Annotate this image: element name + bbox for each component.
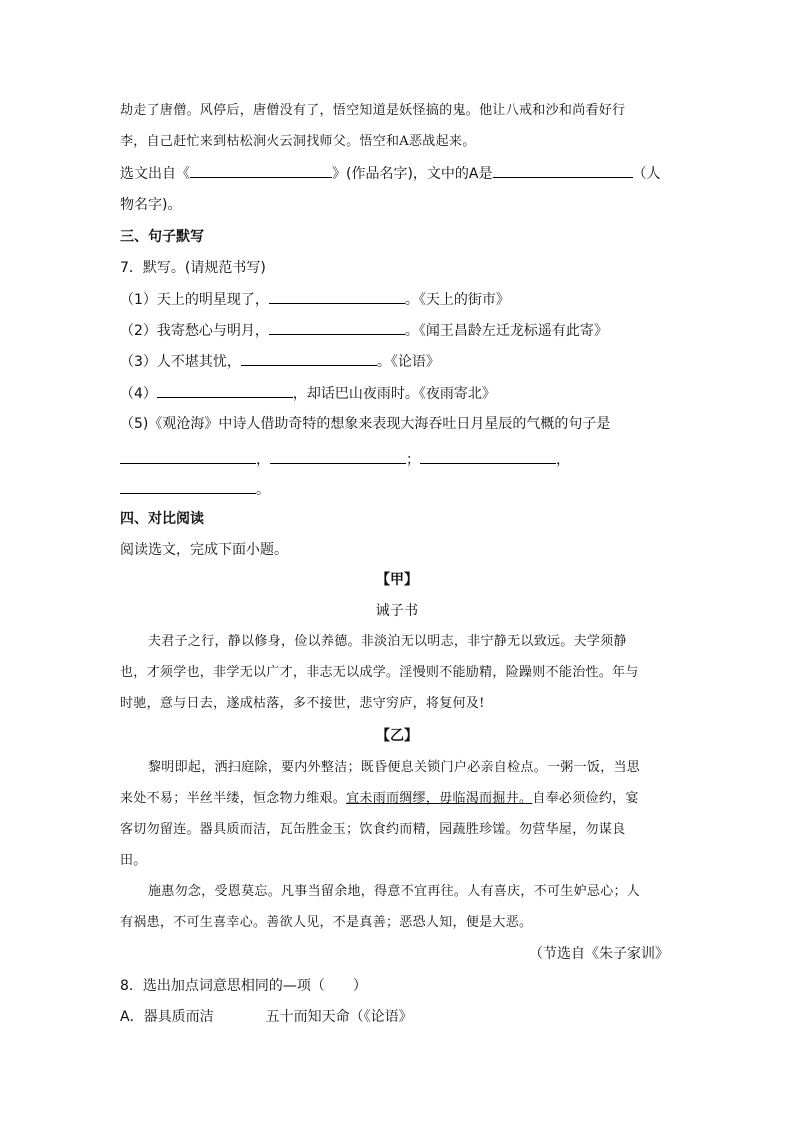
passage-text: 自奉必须俭约，宴 [532,791,639,806]
passage-title: 诫子书 [375,603,419,619]
answer-blank[interactable] [269,320,405,335]
punctuation: ； [406,452,420,468]
question-8-title: 8．选出加点词意思相同的—项（ ） [120,978,367,994]
q7-item-text: （1）天上的明星现了， [120,292,269,308]
work-title-blank[interactable] [190,163,332,178]
passage-text: 来处不易；半丝半缕，恒念物力维艰。 [120,791,347,806]
q7-item-5: （5)《观沧海》中诗人借助奇特的想象来表现大海吞吐日月星辰的气概的句子是 [120,416,611,432]
passage-label-yi: 【乙】 [376,728,418,744]
q7-item-text: ，却话巴山夜雨时。《夜雨寄北》 [292,386,496,402]
q7-item-text: （2）我寄愁心与明月， [120,323,269,339]
q7-item-4 [120,383,496,404]
passage-line: 时驰，意与日去，遂成枯落，多不接世，悲守穷庐，将复何及! [120,696,485,711]
answer-blank[interactable] [270,449,406,464]
punctuation: ， [556,452,570,468]
q7-item-text: 。《天上的街市》 [404,292,510,308]
passage-line: 有祸患，不可生喜幸心。善欲人见，不是真善；恶恐人知，便是大恶。 [120,915,533,930]
q7-item-5-last [120,479,270,500]
section-title: 三、句子默写 [120,229,204,245]
q6-text-3: （人 [632,166,661,182]
passage-line: 客切勿留连。器具质而洁，瓦缶胜金玉；饮食约而精，园蔬胜珍馐。勿营华屋，勿谋良 [120,822,626,837]
punctuation: ， [256,452,270,468]
q7-item-1 [120,289,510,310]
passage-line [120,789,639,809]
q6-text-2: 》(作品名字)，文中的A是 [332,166,493,182]
character-name-blank[interactable] [493,163,633,178]
q8-option-a[interactable] [120,1007,413,1027]
option-text: A．器具质而洁 [120,1009,214,1025]
passage-label-jia: 【甲】 [376,572,418,588]
passage-source: （节选自《朱子家训》 [529,946,669,962]
answer-blank[interactable] [120,479,256,494]
answer-blank[interactable] [157,383,293,398]
passage-line: 劫走了唐僧。风停后，唐僧没有了，悟空知道是妖怪搞的鬼。他让八戒和沙和尚看好行 [120,103,626,118]
passage-line: 施惠勿念，受恩莫忘。凡事当留余地，得意不宜再往。人有喜庆，不可生妒忌心；人 [148,884,641,899]
instruction: 阅读选文，完成下面小题。 [120,542,288,558]
q7-item-3 [120,351,440,372]
q7-item-text: （3）人不堪其忧， [120,354,241,370]
q6-text-1: 选文出自《 [120,166,190,182]
passage-line: 黎明即起，洒扫庭除，要内外整洁；既昏便息关锁门户必亲自检点。一粥一饭，当思 [148,760,641,775]
q7-item-text: （4） [120,386,157,402]
answer-blank[interactable] [120,449,256,464]
question-6 [120,163,661,184]
option-compare-text: 五十而知天命（《论语》 [265,1009,413,1025]
underlined-sentence: 宜未雨而绸缪，毋临渴而掘井。 [346,791,533,806]
question-7-title: 7．默写。(请规范书写) [120,260,266,276]
q7-item-2 [120,320,608,341]
question-6-line2: 物名字)。 [120,197,182,213]
answer-blank[interactable] [269,289,405,304]
answer-blank[interactable] [241,351,377,366]
passage-line: 李，自己赶忙来到枯松涧火云洞找师父。悟空和A恶战起来。 [120,134,476,149]
q7-item-5-blanks [120,449,570,470]
passage-line: 夫君子之行，静以修身，俭以养德。非淡泊无以明志，非宁静无以致远。夫学须静 [148,634,627,649]
q7-item-text: 。《论语》 [376,354,440,370]
passage-line: 田。 [120,853,147,868]
punctuation: 。 [256,482,270,498]
q7-item-text: 。《闻王昌龄左迁龙标遥有此寄》 [404,323,608,339]
answer-blank[interactable] [420,449,556,464]
passage-line: 也，才须学也，非学无以广才，非志无以成学。淫慢则不能励精，险躁则不能治性。年与 [120,665,639,680]
section-title: 四、对比阅读 [120,511,204,527]
